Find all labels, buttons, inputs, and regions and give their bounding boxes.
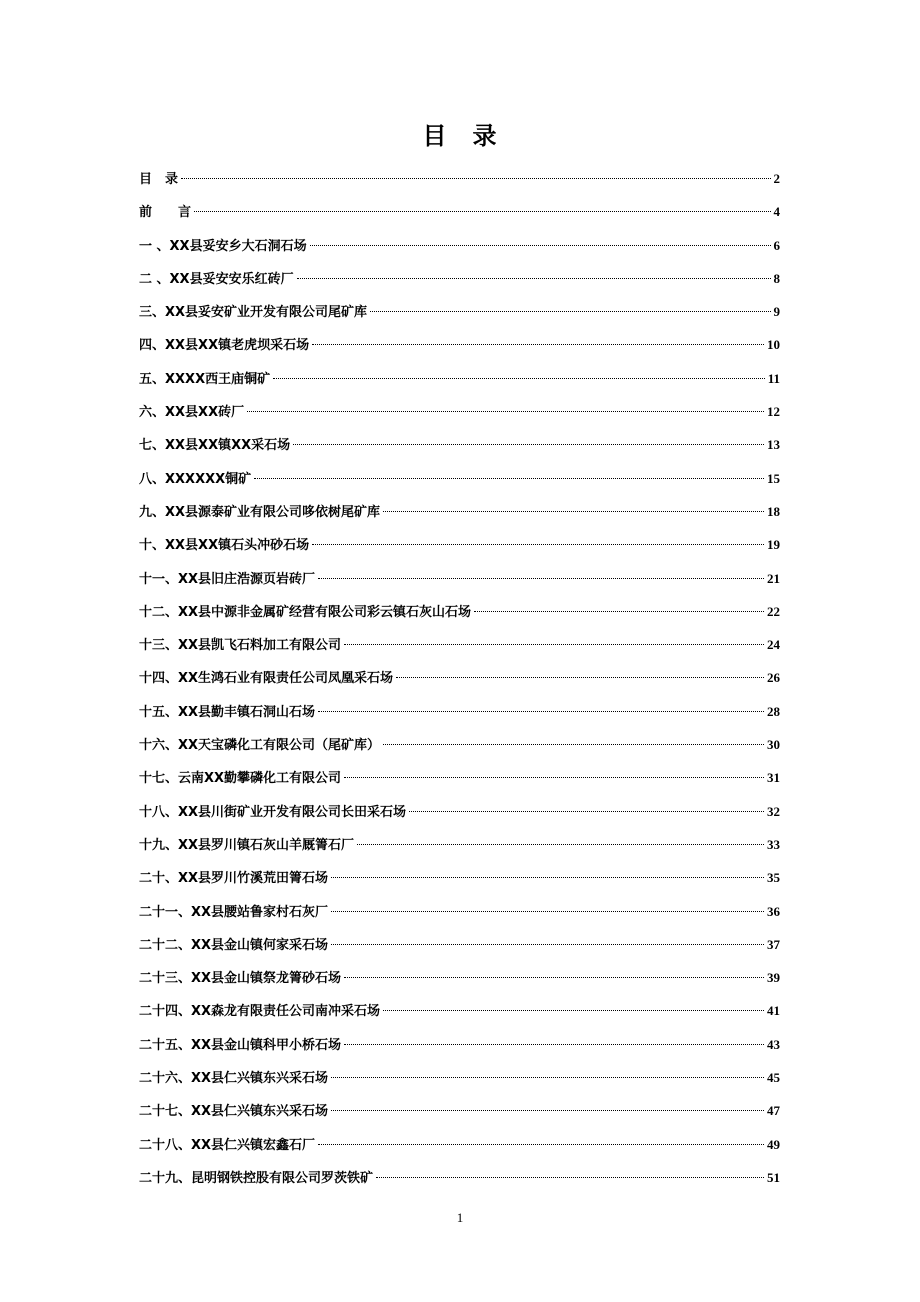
toc-entry-title: 十六、XX天宝磷化工有限公司（尾矿库） xyxy=(139,738,381,754)
toc-entry-title: 二十九、昆明钢铁控股有限公司罗茨铁矿 xyxy=(139,1170,374,1186)
toc-dot-leader xyxy=(357,844,764,845)
toc-dot-leader xyxy=(344,1044,764,1045)
toc-entry-title: 三、XX县妥安矿业开发有限公司尾矿库 xyxy=(139,305,368,321)
toc-dot-leader xyxy=(331,911,764,912)
toc-dot-leader xyxy=(383,511,764,512)
toc-entry-title: 十九、XX县罗川镇石灰山羊厩箐石厂 xyxy=(139,837,355,853)
toc-entry-page: 30 xyxy=(767,737,780,753)
toc-entry[interactable] xyxy=(139,195,780,228)
toc-entry-title: 二十二、XX县金山镇何家采石场 xyxy=(139,937,329,953)
toc-dot-leader xyxy=(344,644,764,645)
toc-dot-leader xyxy=(318,578,764,579)
toc-entry-title: 二十一、XX县腰站鲁家村石灰厂 xyxy=(139,904,329,920)
toc-dot-leader xyxy=(344,977,764,978)
toc-entry-page: 51 xyxy=(767,1169,780,1185)
toc-dot-leader xyxy=(181,178,770,179)
toc-entry-title: 八、XXXXXX铜矿 xyxy=(139,471,252,487)
toc-entry-page: 47 xyxy=(767,1103,780,1119)
toc-entry[interactable] xyxy=(139,761,780,794)
toc-dot-leader xyxy=(310,245,771,246)
toc-dot-leader xyxy=(383,744,764,745)
toc-entry-title: 二十七、XX县仁兴镇东兴采石场 xyxy=(139,1104,329,1120)
toc-dot-leader xyxy=(254,478,764,479)
toc-entry-page: 36 xyxy=(767,903,780,919)
toc-entry[interactable] xyxy=(139,1028,780,1061)
toc-entry-page: 39 xyxy=(767,970,780,986)
toc-entry-title: 五、XXXX西王庙铜矿 xyxy=(139,371,271,387)
toc-entry-title: 二十三、XX县金山镇祭龙箐砂石场 xyxy=(139,971,342,987)
toc-entry-page: 10 xyxy=(767,337,780,353)
toc-entry-page: 41 xyxy=(767,1003,780,1019)
toc-entry-page: 4 xyxy=(773,204,780,220)
toc-entry-title: 十二、XX县中源非金属矿经营有限公司彩云镇石灰山石场 xyxy=(139,604,472,620)
toc-entry[interactable] xyxy=(139,961,780,994)
toc-entry-title: 十四、XX生鸿石业有限责任公司凤凰采石场 xyxy=(139,671,394,687)
toc-entry-page: 43 xyxy=(767,1036,780,1052)
toc-dot-leader xyxy=(312,544,764,545)
toc-entry-page: 21 xyxy=(767,570,780,586)
toc-entry-title: 十一、XX县旧庄浩源页岩砖厂 xyxy=(139,571,316,587)
toc-dot-leader xyxy=(297,278,771,279)
toc-entry-page: 35 xyxy=(767,870,780,886)
page-title: 目 录 xyxy=(422,122,498,150)
toc-dot-leader xyxy=(247,411,764,412)
toc-entry-page: 15 xyxy=(767,470,780,486)
toc-entry-page: 11 xyxy=(767,370,780,386)
toc-dot-leader xyxy=(409,811,764,812)
toc-entry-page: 19 xyxy=(767,537,780,553)
toc-entry-title: 目 录 xyxy=(139,172,179,187)
toc-entry[interactable] xyxy=(139,695,780,728)
toc-entry[interactable] xyxy=(139,362,780,395)
toc-entry-title: 二十八、XX县仁兴镇宏鑫石厂 xyxy=(139,1137,316,1153)
toc-entry-page: 28 xyxy=(767,703,780,719)
toc-entry-title: 十三、XX县凯飞石料加工有限公司 xyxy=(139,638,342,654)
toc-entry-page: 2 xyxy=(773,171,780,186)
toc-dot-leader xyxy=(331,1077,764,1078)
toc-entry-title: 一 、XX县妥安乡大石洞石场 xyxy=(139,238,307,254)
toc-entry[interactable] xyxy=(139,895,780,928)
toc-entry[interactable] xyxy=(139,628,780,661)
toc-entry[interactable] xyxy=(139,828,780,861)
toc-entry[interactable] xyxy=(139,928,780,961)
toc-entry-title: 二十四、XX森龙有限责任公司南冲采石场 xyxy=(139,1004,381,1020)
toc-entry[interactable] xyxy=(139,229,780,262)
toc-dot-leader xyxy=(293,444,764,445)
toc-entry[interactable] xyxy=(139,428,780,461)
toc-entry-title: 六、XX县XX砖厂 xyxy=(139,405,245,421)
toc-entry-title: 七、XX县XX镇XX采石场 xyxy=(139,438,291,454)
toc-entry-page: 45 xyxy=(767,1070,780,1086)
toc-dot-leader xyxy=(273,378,765,379)
toc-entry[interactable] xyxy=(139,562,780,595)
toc-dot-leader xyxy=(370,311,770,312)
toc-entry-title: 十五、XX县勤丰镇石洞山石场 xyxy=(139,704,316,720)
toc-entry-page: 12 xyxy=(767,404,780,420)
toc-dot-leader xyxy=(376,1177,764,1178)
toc-dot-leader xyxy=(344,777,764,778)
toc-entry[interactable] xyxy=(139,994,780,1027)
toc-dot-leader xyxy=(331,877,764,878)
toc-entry-title: 十八、XX县川街矿业开发有限公司长田采石场 xyxy=(139,804,407,820)
toc-entry-title: 十、XX县XX镇石头冲砂石场 xyxy=(139,538,310,554)
toc-entry[interactable] xyxy=(139,295,780,328)
toc-entry-page: 9 xyxy=(773,304,780,320)
toc-entry-page: 24 xyxy=(767,637,780,653)
toc-entry-page: 49 xyxy=(767,1136,780,1152)
toc-dot-leader xyxy=(396,677,764,678)
toc-dot-leader xyxy=(312,344,764,345)
toc-dot-leader xyxy=(331,1110,764,1111)
toc-dot-leader xyxy=(383,1010,764,1011)
toc-entry-page: 33 xyxy=(767,836,780,852)
toc-entry[interactable] xyxy=(139,328,780,361)
toc-entry[interactable] xyxy=(139,495,780,528)
toc-entry[interactable] xyxy=(139,728,780,761)
toc-dot-leader xyxy=(194,211,770,212)
toc-entry-page: 18 xyxy=(767,503,780,519)
toc-dot-leader xyxy=(318,1144,764,1145)
toc-entry-title: 二十五、XX县金山镇科甲小桥石场 xyxy=(139,1037,342,1053)
toc-entry-page: 6 xyxy=(773,237,780,253)
toc-entry-title: 前 言 xyxy=(139,205,192,221)
toc-entry[interactable] xyxy=(139,528,780,561)
toc-entry[interactable] xyxy=(139,1161,780,1194)
toc-entry[interactable] xyxy=(139,1061,780,1094)
page-number: 1 xyxy=(456,1210,464,1225)
toc-entry[interactable] xyxy=(139,262,780,295)
toc-entry-page: 13 xyxy=(767,437,780,453)
toc-entry-title: 二十、XX县罗川竹溪荒田箐石场 xyxy=(139,871,329,887)
toc-dot-leader xyxy=(318,711,764,712)
toc-entry-page: 8 xyxy=(773,270,780,286)
toc-dot-leader xyxy=(474,611,764,612)
toc-entry[interactable] xyxy=(139,1094,780,1127)
toc-entry-title: 十七、云南XX勤攀磷化工有限公司 xyxy=(139,771,342,787)
toc-entry[interactable] xyxy=(139,661,780,694)
toc-entry-title: 二 、XX县妥安安乐红砖厂 xyxy=(139,271,294,287)
toc-entry[interactable] xyxy=(139,162,780,195)
toc-entry[interactable] xyxy=(139,1128,780,1161)
toc-entry-title: 四、XX县XX镇老虎坝采石场 xyxy=(139,338,310,354)
toc-entry-page: 37 xyxy=(767,936,780,952)
toc-entry[interactable] xyxy=(139,861,780,894)
toc-entry-title: 二十六、XX县仁兴镇东兴采石场 xyxy=(139,1071,329,1087)
toc-entry-page: 31 xyxy=(767,770,780,786)
toc-entry-title: 九、XX县源泰矿业有限公司哆依树尾矿库 xyxy=(139,504,381,520)
toc-entry-page: 26 xyxy=(767,670,780,686)
toc-entry[interactable] xyxy=(139,395,780,428)
toc-entry[interactable] xyxy=(139,595,780,628)
toc-entry[interactable] xyxy=(139,795,780,828)
toc-entry-page: 32 xyxy=(767,803,780,819)
table-of-contents xyxy=(139,162,780,1194)
toc-dot-leader xyxy=(331,944,764,945)
toc-entry-page: 22 xyxy=(767,603,780,619)
toc-entry[interactable] xyxy=(139,462,780,495)
